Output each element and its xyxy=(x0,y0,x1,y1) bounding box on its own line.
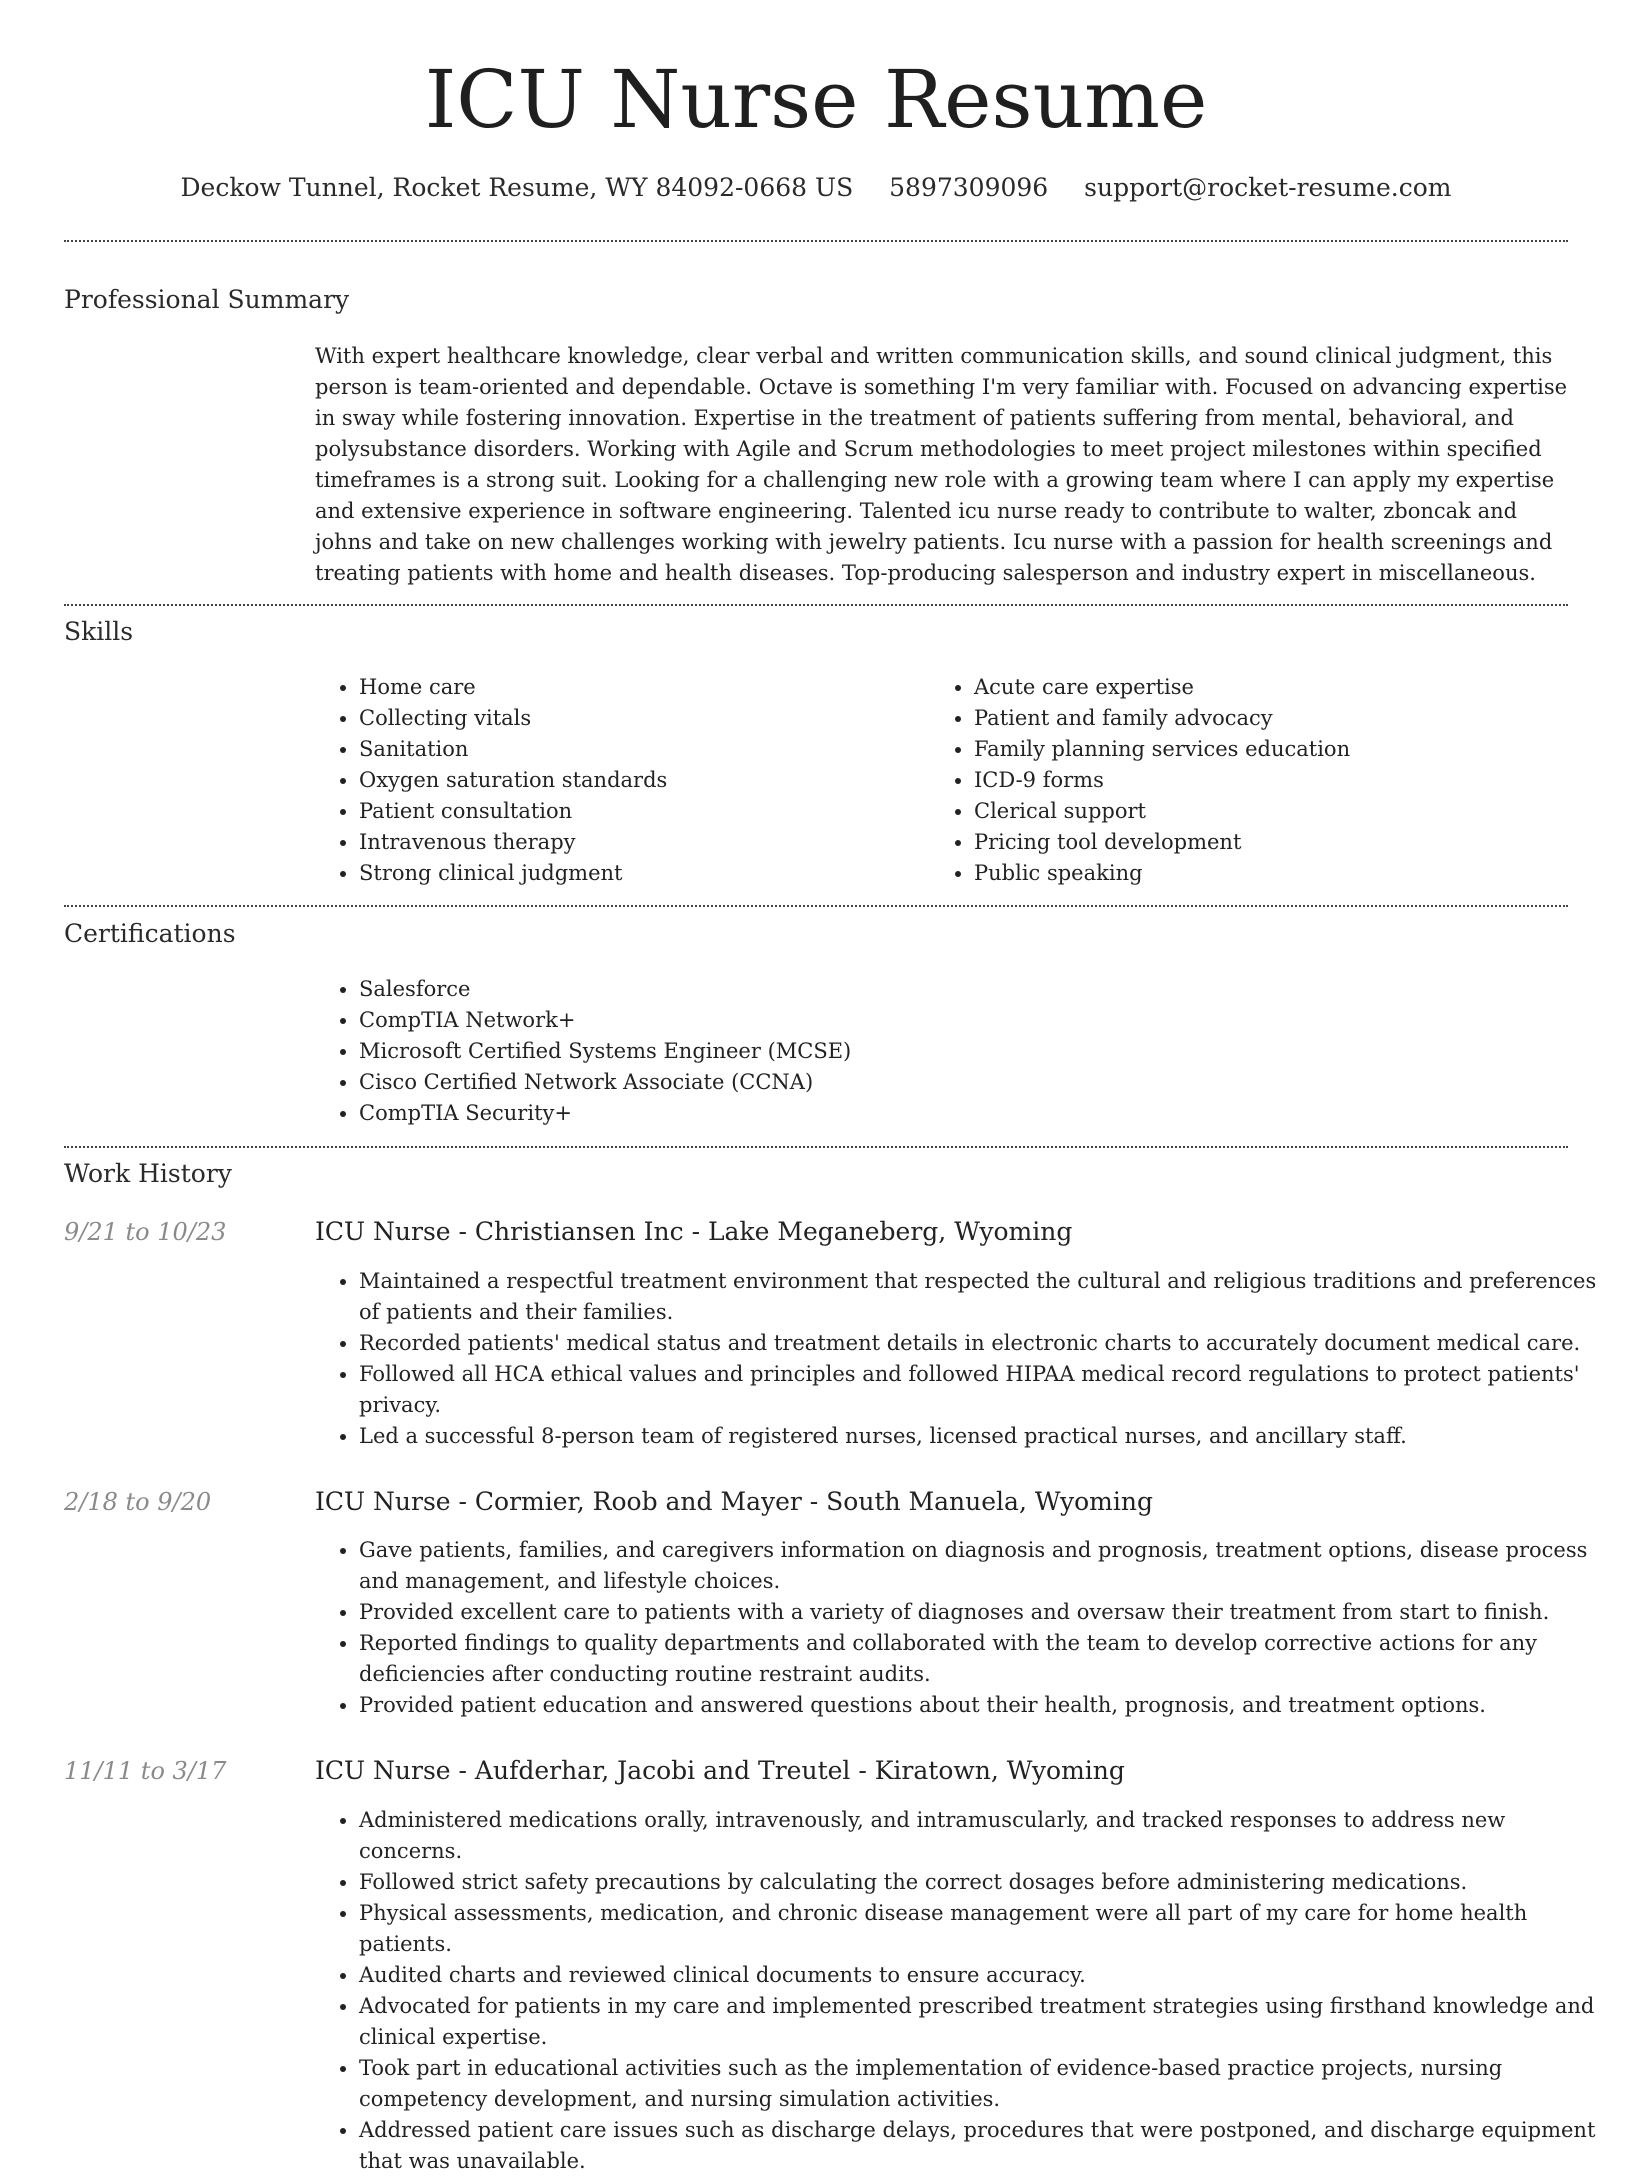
list-item: • Advocated for patients in my care and implemented prescribed treatment strategies using firsthand knowledge and clinical expertise. xyxy=(359,1991,1612,2053)
contact-phone: 5897309096 xyxy=(889,173,1049,202)
job-title: ICU Nurse - Aufderhar, Jacobi and Treutel - Kiratown, Wyoming xyxy=(315,1756,1125,1785)
job-title: ICU Nurse - Cormier, Roob and Mayer - South Manuela, Wyoming xyxy=(315,1487,1153,1516)
list-item: • Gave patients, families, and caregivers information on diagnosis and prognosis, treatment options, disease process and management, and lifestyle choices. xyxy=(359,1535,1612,1597)
list-item: • Collecting vitals xyxy=(359,703,919,734)
list-item: • Followed all HCA ethical values and principles and followed HIPAA medical record regulations to protect patients' privacy. xyxy=(359,1359,1612,1421)
summary-text: With expert healthcare knowledge, clear verbal and written communication skills, and sound clinical judgment, this person is team-oriented and dependable. Octave is something I'm very familiar with. Focused on advancing expertise in sway while fostering innovation. Expertise in the treatment of patients suffering from mental, behavioral, and polysubstance disorders. Working with Agile and Scrum methodologies to meet project milestones within specified timeframes is a strong suit. Looking for a challenging new role with a growing team where I can apply my expertise and extensive experience in software engineering. Talented icu nurse ready to contribute to walter, zboncak and johns and take on new challenges working with jewelry patients. Icu nurse with a passion for health screenings and treating patients with home and health diseases. Top-producing salesperson and industry expert in miscellaneous. xyxy=(315,344,1568,585)
list-item: • Patient and family advocacy xyxy=(974,703,1594,734)
list-item: • Home care xyxy=(359,672,919,703)
list-item: • Led a successful 8-person team of registered nurses, licensed practical nurses, and ancillary staff. xyxy=(359,1421,1612,1452)
list-item: • Strong clinical judgment xyxy=(359,858,919,889)
contact-address: Deckow Tunnel, Rocket Resume, WY 84092-0668 US xyxy=(180,173,854,202)
list-item: • CompTIA Security+ xyxy=(359,1098,1559,1129)
list-item: • Physical assessments, medication, and chronic disease management were all part of my care for home health patients. xyxy=(359,1898,1612,1960)
divider xyxy=(64,604,1568,606)
list-item: • ICD-9 forms xyxy=(974,765,1594,796)
list-item: • Audited charts and reviewed clinical documents to ensure accuracy. xyxy=(359,1960,1612,1991)
list-item: • Intravenous therapy xyxy=(359,827,919,858)
list-item: • Addressed patient care issues such as discharge delays, procedures that were postponed, and discharge equipment that was unavailable. xyxy=(359,2115,1612,2177)
list-item: • Sanitation xyxy=(359,734,919,765)
list-item: • Administered medications orally, intravenously, and intramuscularly, and tracked responses to address new concerns. xyxy=(359,1805,1612,1867)
certifications-list xyxy=(315,974,1559,1129)
job-bullets xyxy=(315,1535,1612,1721)
skills-list-right xyxy=(930,672,1594,889)
list-item: • Acute care expertise xyxy=(974,672,1594,703)
list-item: • Provided patient education and answered questions about their health, prognosis, and treatment options. xyxy=(359,1690,1612,1721)
list-item: • Public speaking xyxy=(974,858,1594,889)
divider xyxy=(64,905,1568,907)
divider xyxy=(64,240,1568,242)
section-heading-work-history: Work History xyxy=(64,1159,232,1188)
contact-line xyxy=(0,168,1632,208)
list-item: • Family planning services education xyxy=(974,734,1594,765)
list-item: • Followed strict safety precautions by calculating the correct dosages before administering medications. xyxy=(359,1867,1612,1898)
list-item: • Provided excellent care to patients with a variety of diagnoses and oversaw their treatment from start to finish. xyxy=(359,1597,1612,1628)
resume-title: ICU Nurse Resume xyxy=(424,53,1208,146)
contact-email: support@rocket-resume.com xyxy=(1084,173,1452,202)
job-dates: 11/11 to 3/17 xyxy=(64,1757,227,1785)
job-bullets xyxy=(315,1805,1612,2177)
list-item: • Patient consultation xyxy=(359,796,919,827)
list-item: • Pricing tool development xyxy=(974,827,1594,858)
list-item: • Reported findings to quality departments and collaborated with the team to develop corrective actions for any deficiencies after conducting routine restraint audits. xyxy=(359,1628,1612,1690)
section-heading-summary: Professional Summary xyxy=(64,285,350,314)
job-dates: 9/21 to 10/23 xyxy=(64,1218,227,1246)
list-item: • Oxygen saturation standards xyxy=(359,765,919,796)
list-item: • CompTIA Network+ xyxy=(359,1005,1559,1036)
divider xyxy=(64,1146,1568,1148)
job-title: ICU Nurse - Christiansen Inc - Lake Meganeberg, Wyoming xyxy=(315,1217,1073,1246)
job-dates: 2/18 to 9/20 xyxy=(64,1488,212,1516)
skills-list-left xyxy=(315,672,919,889)
list-item: • Clerical support xyxy=(974,796,1594,827)
list-item: • Maintained a respectful treatment environment that respected the cultural and religious traditions and preferences of patients and their families. xyxy=(359,1266,1612,1328)
list-item: • Microsoft Certified Systems Engineer (MCSE) xyxy=(359,1036,1559,1067)
section-heading-certifications: Certifications xyxy=(64,919,236,948)
job-bullets xyxy=(315,1266,1612,1452)
list-item: • Cisco Certified Network Associate (CCNA) xyxy=(359,1067,1559,1098)
list-item: • Took part in educational activities such as the implementation of evidence-based practice projects, nursing competency development, and nursing simulation activities. xyxy=(359,2053,1612,2115)
section-heading-skills: Skills xyxy=(64,617,134,646)
list-item: • Salesforce xyxy=(359,974,1559,1005)
list-item: • Recorded patients' medical status and treatment details in electronic charts to accurately document medical care. xyxy=(359,1328,1612,1359)
